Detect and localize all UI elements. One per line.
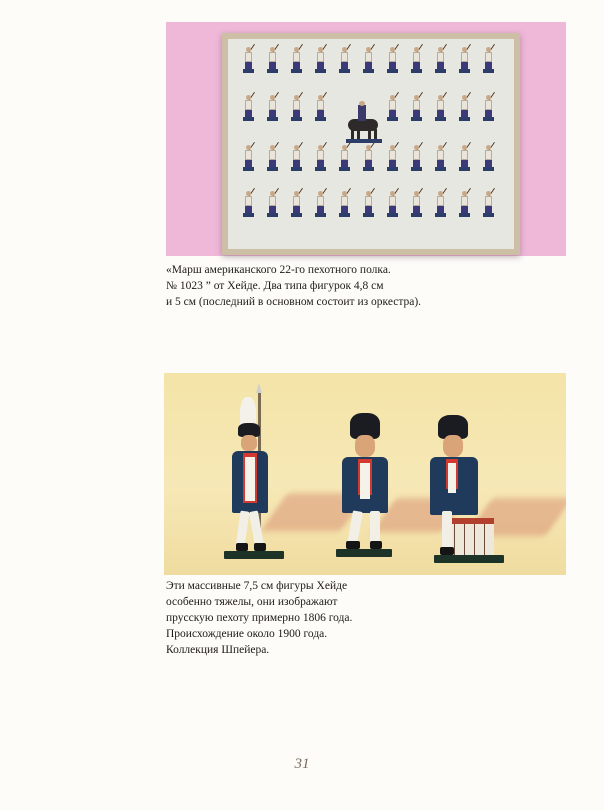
toy-soldier-figure bbox=[244, 145, 252, 171]
caption-line: «Марш американского 22-го пехотного полка. bbox=[166, 264, 391, 276]
toy-soldier-figure bbox=[292, 47, 300, 73]
caption-heavy-figures bbox=[166, 578, 352, 658]
box-inner-tray bbox=[228, 39, 514, 249]
toy-soldier-figure bbox=[412, 191, 420, 217]
toy-soldier-figure bbox=[292, 145, 300, 171]
toy-soldier-figure bbox=[388, 47, 396, 73]
infantryman-figure bbox=[336, 413, 396, 573]
caption-line: и 5 см (последний в основном состоит из оркестра). bbox=[166, 296, 422, 308]
toy-soldier-figure bbox=[388, 95, 396, 121]
caption-line: Эти массивные 7,5 см фигуры Хейде bbox=[166, 580, 348, 592]
caption-line: № 1023 ” от Хейде. Два типа фигурок 4,8 см bbox=[166, 280, 384, 292]
toy-soldier-figure bbox=[364, 47, 372, 73]
soldier-box bbox=[222, 33, 520, 255]
toy-soldier-figure bbox=[412, 47, 420, 73]
toy-soldier-figure bbox=[412, 145, 420, 171]
toy-soldier-figure bbox=[316, 95, 324, 121]
caption-box-set bbox=[166, 262, 421, 310]
toy-soldier-figure bbox=[364, 145, 372, 171]
toy-soldier-figure bbox=[460, 191, 468, 217]
toy-soldier-figure bbox=[460, 145, 468, 171]
toy-soldier-figure bbox=[244, 95, 252, 121]
toy-soldier-figure bbox=[244, 47, 252, 73]
toy-soldier-figure bbox=[484, 191, 492, 217]
caption-line: прусскую пехоту примерно 1806 года. bbox=[166, 612, 353, 624]
toy-soldier-figure bbox=[484, 47, 492, 73]
toy-soldier-figure bbox=[436, 95, 444, 121]
toy-soldier-figure bbox=[268, 191, 276, 217]
toy-soldier-figure bbox=[268, 145, 276, 171]
toy-soldier-figure bbox=[340, 191, 348, 217]
caption-line: особенно тяжелы, они изображают bbox=[166, 596, 338, 608]
toy-soldier-figure bbox=[244, 191, 252, 217]
toy-soldier-figure bbox=[268, 95, 276, 121]
toy-soldier-figure bbox=[412, 95, 420, 121]
drummer-figure bbox=[414, 415, 524, 575]
toy-soldier-figure bbox=[292, 95, 300, 121]
toy-soldier-figure bbox=[460, 95, 468, 121]
toy-soldier-figure bbox=[436, 191, 444, 217]
photo-toy-soldier-box bbox=[166, 22, 566, 256]
caption-line: Коллекция Шпейера. bbox=[166, 644, 270, 656]
toy-soldier-figure bbox=[316, 191, 324, 217]
toy-soldier-figure bbox=[316, 145, 324, 171]
toy-soldier-figure bbox=[388, 191, 396, 217]
toy-soldier-figure bbox=[460, 47, 468, 73]
caption-line: Происхождение около 1900 года. bbox=[166, 628, 328, 640]
mounted-officer-figure bbox=[344, 101, 384, 143]
pikeman-figure bbox=[224, 383, 294, 573]
toy-soldier-figure bbox=[292, 191, 300, 217]
toy-soldier-figure bbox=[436, 47, 444, 73]
toy-soldier-figure bbox=[484, 145, 492, 171]
toy-soldier-figure bbox=[340, 145, 348, 171]
page-number: 31 bbox=[294, 756, 310, 772]
photo-prussian-figures bbox=[164, 373, 566, 575]
toy-soldier-figure bbox=[340, 47, 348, 73]
toy-soldier-figure bbox=[364, 191, 372, 217]
toy-soldier-figure bbox=[388, 145, 396, 171]
toy-soldier-figure bbox=[436, 145, 444, 171]
toy-soldier-figure bbox=[316, 47, 324, 73]
toy-soldier-figure bbox=[268, 47, 276, 73]
toy-soldier-figure bbox=[484, 95, 492, 121]
